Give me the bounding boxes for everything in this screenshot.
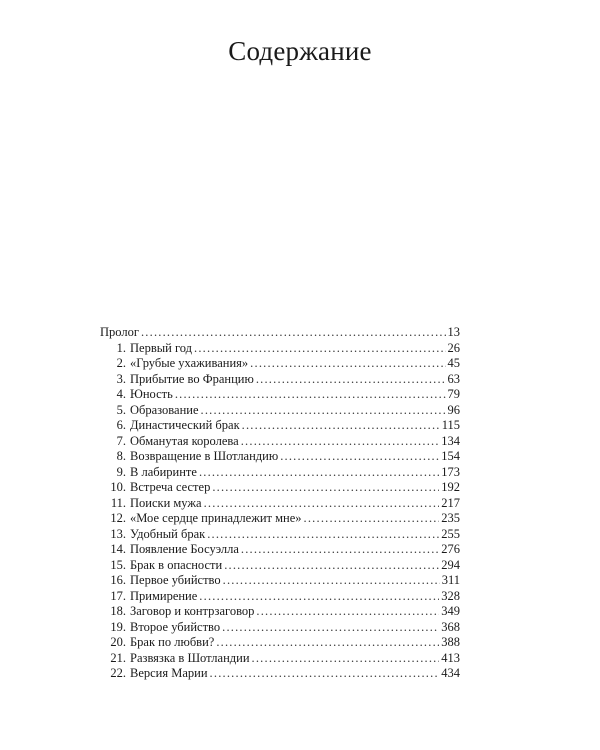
toc-entry-number: 5. <box>116 402 126 417</box>
toc-entry-page: 96 <box>447 402 460 417</box>
toc-entry-page: 79 <box>447 387 460 401</box>
toc-entry-page: 311 <box>441 573 460 587</box>
toc-entry[interactable] <box>100 542 460 558</box>
toc-leader-dots <box>250 356 445 372</box>
toc-entry-page: 413 <box>441 650 460 665</box>
toc-entry[interactable] <box>100 604 460 620</box>
toc-entry-title: Брак в опасности <box>130 557 223 572</box>
toc-leader-dots <box>223 573 440 589</box>
toc-entry-number: 6. <box>116 418 126 432</box>
toc-entry-page: 173 <box>441 464 460 479</box>
toc-entry-title: «Грубые ухаживания» <box>130 356 249 370</box>
toc-entry-page: 294 <box>441 557 460 572</box>
toc-leader-dots <box>141 325 446 341</box>
toc-entry-page: 192 <box>441 480 460 494</box>
toc-entry-title: Появление Босуэлла <box>130 542 239 556</box>
toc-leader-dots <box>280 449 439 465</box>
toc-entry-title: Примирение <box>130 588 198 603</box>
toc-entry-prolog[interactable] <box>100 325 460 341</box>
toc-entry-title: Поиски мужа <box>130 495 202 510</box>
toc-leader-dots <box>212 480 439 496</box>
toc-entry[interactable] <box>100 372 460 388</box>
toc-leader-dots <box>256 372 446 388</box>
toc-leader-dots <box>304 511 440 527</box>
toc-entry[interactable] <box>100 666 460 682</box>
toc-entry-title: В лабиринте <box>130 464 197 479</box>
toc-entry-title: Династический брак <box>130 418 240 432</box>
toc-entry-number: 12. <box>110 511 126 525</box>
toc-leader-dots <box>204 496 440 512</box>
toc-entry-title: Юность <box>130 387 173 401</box>
toc-entry-page: 276 <box>441 542 460 556</box>
toc-entry-title: Первое убийство <box>130 573 221 587</box>
toc-leader-dots <box>224 558 439 574</box>
toc-entry[interactable] <box>100 434 460 450</box>
toc-entry-page: 45 <box>447 356 460 370</box>
toc-entry-number: 10. <box>110 480 126 494</box>
toc-entry-page: 434 <box>441 666 460 680</box>
toc-entry[interactable] <box>100 341 460 357</box>
toc-entry-number: 8. <box>116 449 126 463</box>
toc-entry-title: Развязка в Шотландии <box>130 650 250 665</box>
toc-leader-dots <box>242 418 440 434</box>
toc-entry-page: 235 <box>441 511 460 525</box>
toc-entry-page: 63 <box>447 371 460 386</box>
toc-entry-number: 3. <box>116 371 126 386</box>
toc-entry-page: 26 <box>447 340 460 355</box>
toc-entry-page: 349 <box>441 604 460 618</box>
toc-entry[interactable] <box>100 573 460 589</box>
toc-entry-title: Первый год <box>130 340 193 355</box>
toc-entry-page: 134 <box>441 433 460 448</box>
toc-entry[interactable] <box>100 480 460 496</box>
toc-entry-title: «Мое сердце принадлежит мне» <box>130 511 302 525</box>
toc-leader-dots <box>175 387 446 403</box>
toc-entry-number: 13. <box>110 526 126 541</box>
toc-entry-number: 4. <box>116 387 126 401</box>
toc-entry-number: 7. <box>116 433 126 448</box>
toc-entry[interactable] <box>100 449 460 465</box>
toc-entry-number: 16. <box>110 573 126 587</box>
toc-entry-title: Брак по любви? <box>130 635 215 649</box>
toc-leader-dots <box>222 620 439 636</box>
toc-entry-number: 9. <box>116 464 126 479</box>
toc-entry-number: 1. <box>116 340 126 355</box>
table-of-contents <box>100 325 460 682</box>
toc-entry[interactable] <box>100 620 460 636</box>
toc-entry[interactable] <box>100 418 460 434</box>
toc-leader-dots <box>216 635 439 651</box>
toc-entry-title: Второе убийство <box>130 619 221 634</box>
toc-leader-dots <box>241 434 440 450</box>
toc-entry-page: 388 <box>441 635 460 649</box>
toc-entry-page: 217 <box>441 495 460 510</box>
page-title: Содержание <box>228 36 372 66</box>
toc-entry-number: 21. <box>110 650 126 665</box>
toc-leader-dots <box>252 651 440 667</box>
toc-leader-dots <box>210 666 440 682</box>
toc-entry-number: 22. <box>110 666 126 680</box>
toc-entry-title: Образование <box>130 402 199 417</box>
toc-entry[interactable] <box>100 496 460 512</box>
toc-entry-number: 2. <box>116 356 126 370</box>
toc-entry-page: 115 <box>441 418 460 432</box>
toc-leader-dots <box>256 604 439 620</box>
toc-entry[interactable] <box>100 403 460 419</box>
toc-entry-title: Удобный брак <box>130 526 206 541</box>
toc-entry-number: 15. <box>110 557 126 572</box>
toc-entry[interactable] <box>100 465 460 481</box>
toc-entry-title: Заговор и контрзаговор <box>130 604 255 618</box>
toc-entry-title: Прибытие во Францию <box>130 371 254 386</box>
toc-entry-page: 368 <box>441 619 460 634</box>
toc-leader-dots <box>199 465 439 481</box>
toc-leader-dots <box>201 403 446 419</box>
toc-entry-page: 13 <box>447 325 460 339</box>
toc-entry-title: Встреча сестер <box>130 480 211 494</box>
toc-entry-number: 19. <box>110 619 126 634</box>
toc-entry-title: Версия Марии <box>130 666 208 680</box>
toc-entry[interactable] <box>100 356 460 372</box>
toc-entry-number: 11. <box>110 495 126 510</box>
toc-entry-number: 18. <box>110 604 126 618</box>
toc-entry-page: 328 <box>441 588 460 603</box>
toc-entry[interactable] <box>100 387 460 403</box>
toc-leader-dots <box>207 527 439 543</box>
toc-entry[interactable] <box>100 651 460 667</box>
toc-entry-number: 20. <box>110 635 126 649</box>
toc-entry[interactable] <box>100 635 460 651</box>
toc-entry-number: 14. <box>110 542 126 556</box>
toc-entry[interactable] <box>100 511 460 527</box>
toc-entry-title: Обманутая королева <box>130 433 239 448</box>
toc-leader-dots <box>194 341 445 357</box>
toc-entry[interactable] <box>100 558 460 574</box>
toc-entry-title: Пролог <box>100 325 139 339</box>
toc-entry-number: 17. <box>110 588 126 603</box>
toc-entry-title: Возвращение в Шотландию <box>130 449 279 463</box>
toc-leader-dots <box>241 542 439 558</box>
toc-entry[interactable] <box>100 527 460 543</box>
toc-entry-page: 255 <box>441 526 460 541</box>
toc-entry-page: 154 <box>441 449 460 463</box>
toc-entry[interactable] <box>100 589 460 605</box>
toc-leader-dots <box>199 589 439 605</box>
